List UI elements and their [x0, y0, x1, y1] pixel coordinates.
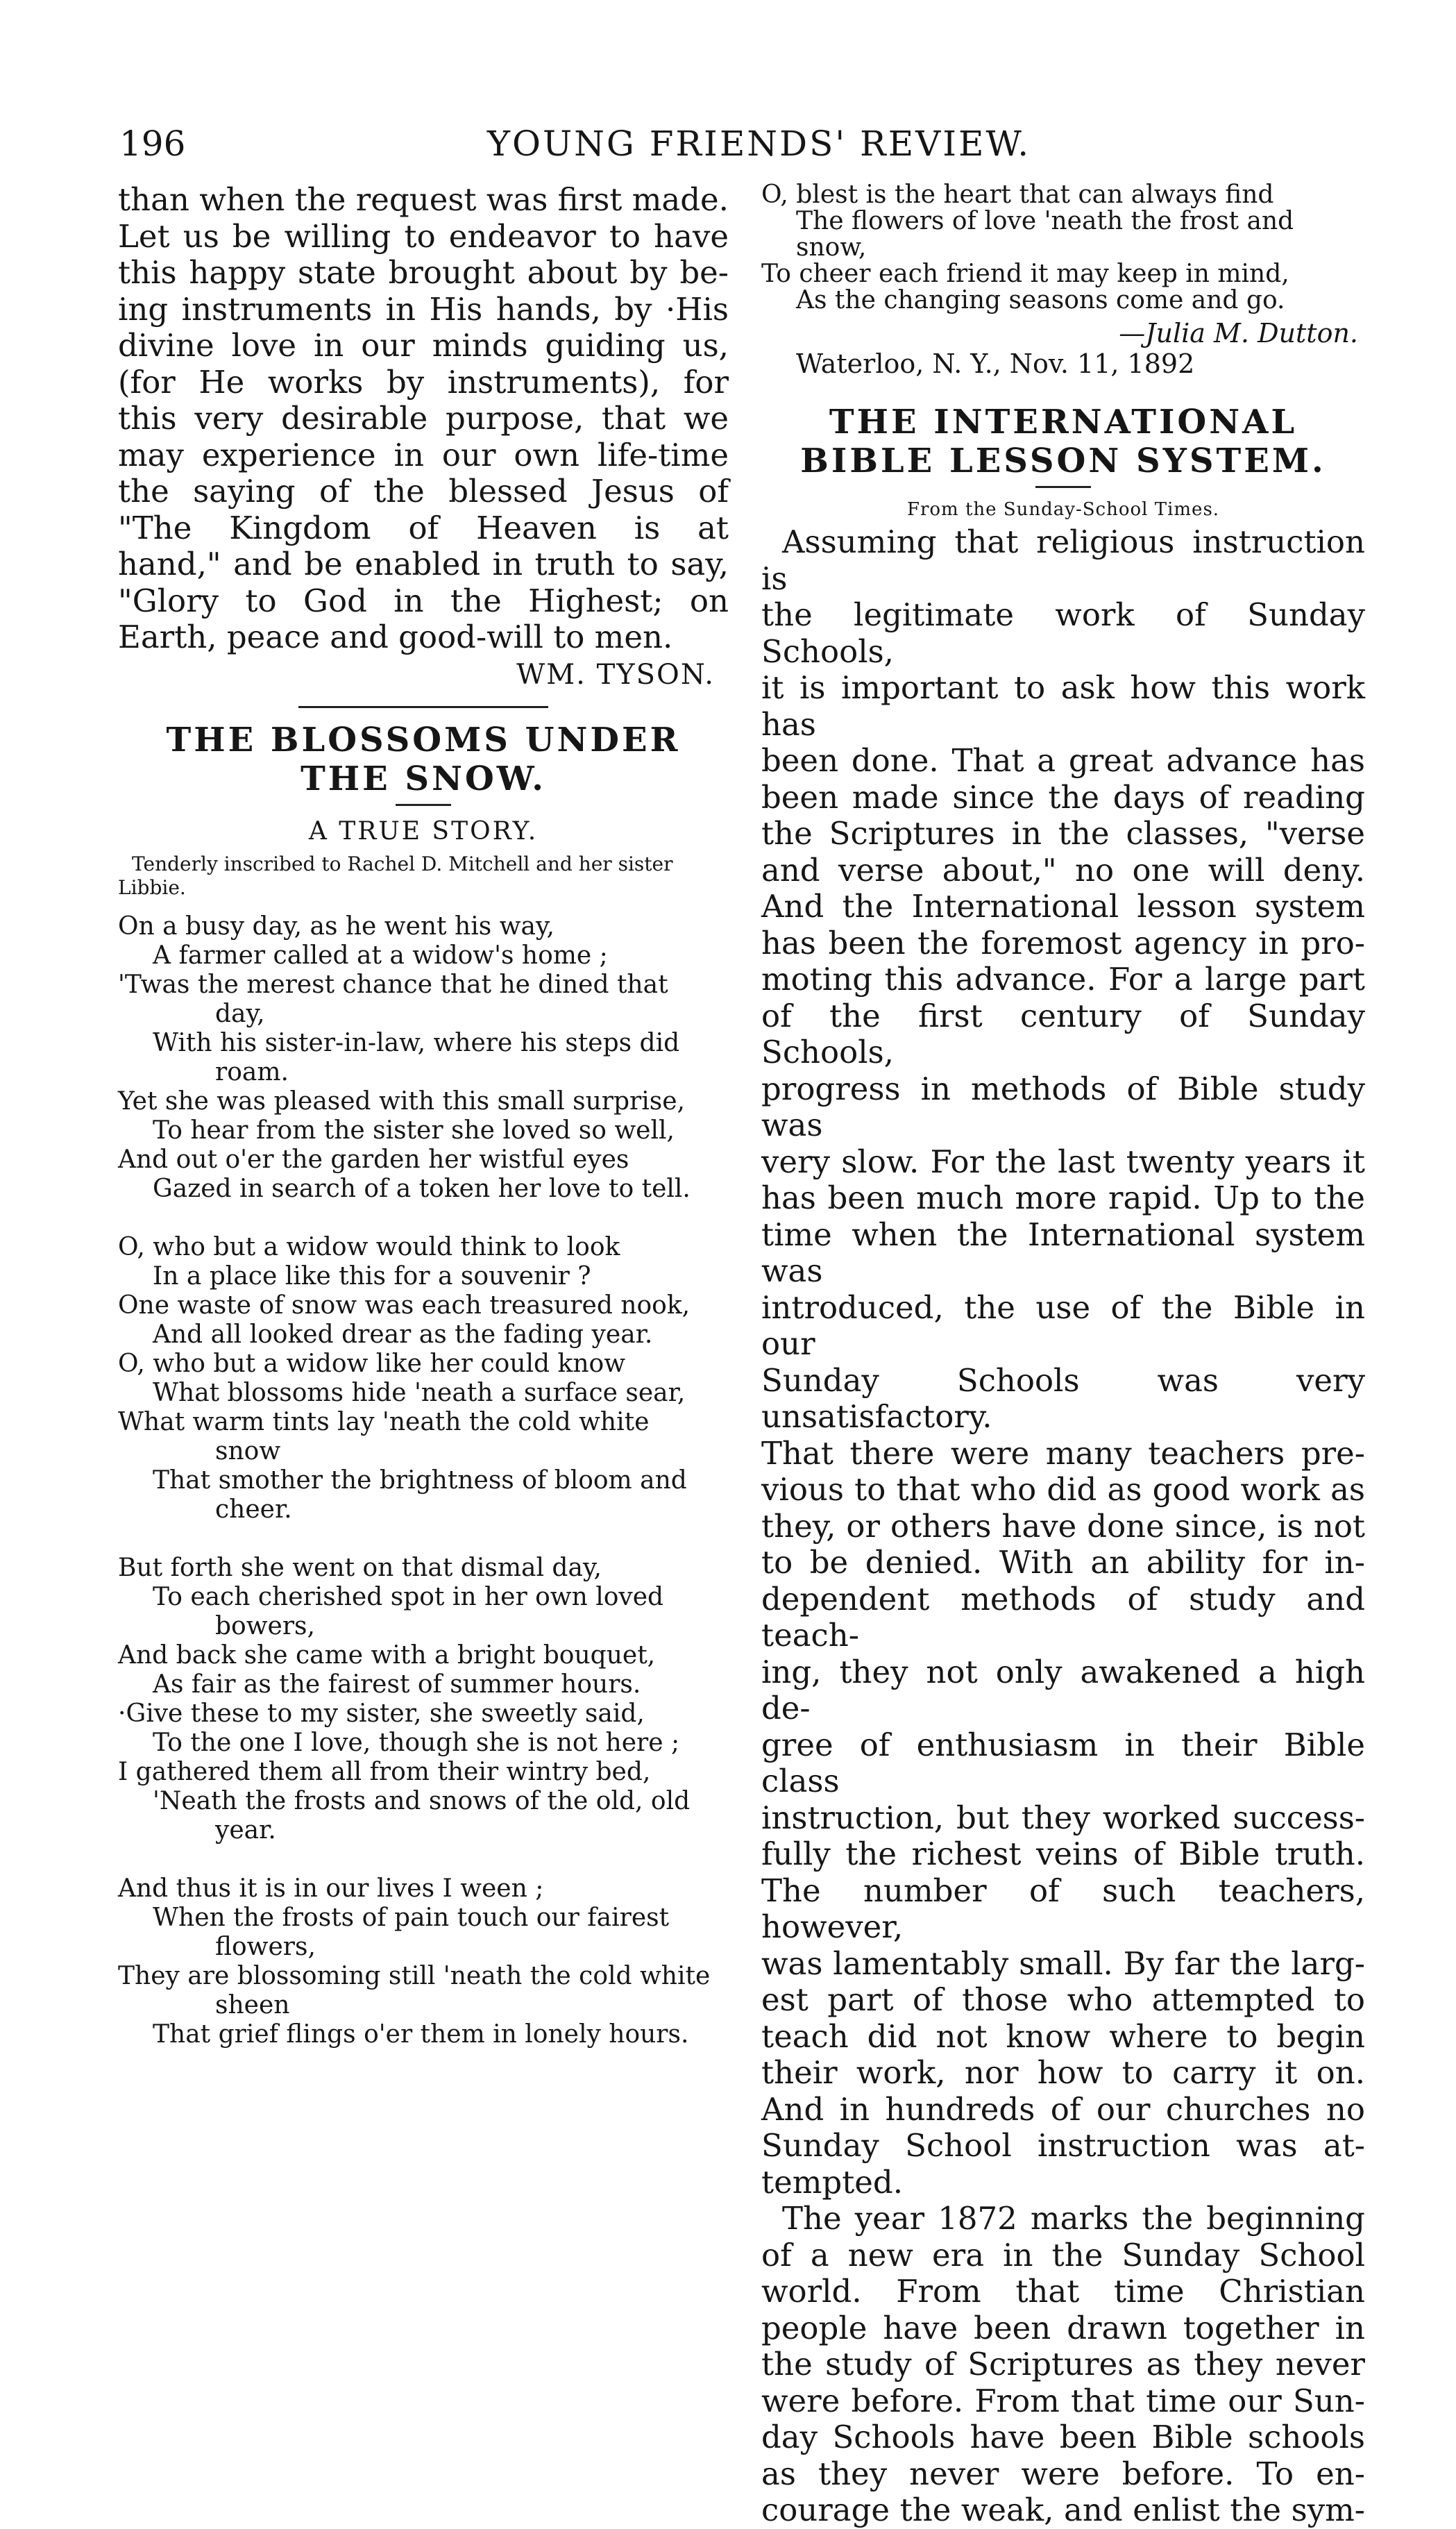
text-line: Assuming that religious instruction is [761, 523, 1365, 597]
poem-line: To cheer each friend it may keep in mind, [761, 260, 1289, 288]
text-line: may experience in our own life-time [118, 436, 729, 473]
poem-line: O, who but a widow would think to look [118, 1232, 620, 1261]
text-line: "The Kingdom of Heaven is at [118, 509, 729, 546]
right-column [761, 182, 1365, 2529]
text-line: as they never were before. To en- [761, 2455, 1365, 2492]
author-signature: WM. TYSON. [516, 658, 715, 691]
poem-line: In a place like this for a souvenir ? [153, 1261, 591, 1291]
text-line: That there were many teachers pre- [761, 1434, 1365, 1472]
text-line: and verse about," no one will deny. [761, 851, 1365, 889]
text-line: to be denied. With an ability for in- [761, 1544, 1365, 1581]
text-line: very slow. For the last twenty years it [761, 1143, 1365, 1180]
text-line: of the first century of Sunday Schools, [761, 997, 1365, 1070]
poem-line: And thus it is in our lives I ween ; [118, 1874, 544, 1903]
left-column [118, 182, 729, 2049]
poem-line: flowers, [215, 1932, 316, 1961]
text-line: est part of those who attempted to [761, 1981, 1365, 2018]
poem-final-stanza [761, 182, 1365, 314]
text-line: moting this advance. For a large part [761, 961, 1365, 998]
poem-body [118, 912, 729, 2049]
text-line: it is important to ask how this work has [761, 669, 1365, 743]
poem-line: The flowers of love 'neath the frost and snow, [796, 207, 1294, 262]
text-line: this very desirable purpose, that we [118, 400, 729, 437]
text-line: has been the foremost agency in pro- [761, 924, 1365, 961]
poem-line: And all looked drear as the fading year. [153, 1320, 653, 1349]
poem-line: snow [215, 1436, 281, 1465]
page-header [119, 124, 1375, 179]
poem-line: What warm tints lay 'neath the cold white [118, 1407, 650, 1436]
poem-stanza [118, 912, 729, 1204]
text-line: courage the weak, and enlist the sym- [761, 2492, 1365, 2528]
text-line: vious to that who did as good work as [761, 1471, 1365, 1508]
text-line: the study of Scriptures as they never [761, 2346, 1365, 2383]
poem-line: day, [215, 999, 265, 1028]
continued-article-text [118, 182, 729, 656]
text-line: the Scriptures in the classes, "verse [761, 815, 1365, 852]
text-line: people have been drawn together in [761, 2309, 1365, 2346]
poem-line: On a busy day, as he went his way, [118, 911, 555, 941]
text-line: And in hundreds of our churches no [761, 2090, 1365, 2128]
running-title: YOUNG FRIENDS' REVIEW. [487, 124, 1031, 164]
text-line: Earth, peace and good-will to men. [118, 619, 673, 655]
text-line: of a new era in the Sunday School [761, 2236, 1365, 2274]
poem-title: THE BLOSSOMS UNDER THE SNOW. [166, 720, 681, 798]
text-line: been made since the days of reading [761, 778, 1365, 816]
text-line: the legitimate work of Sunday Schools, [761, 596, 1365, 670]
article-title: THE INTERNATIONAL BIBLE LESSON SYSTEM. [800, 403, 1326, 480]
poem-line: Yet she was pleased with this small surprise, [118, 1086, 685, 1116]
poem-line: And back she came with a bright bouquet, [118, 1640, 656, 1670]
poem-line: ·Give these to my sister, she sweetly said, [118, 1699, 645, 1728]
text-line: divine love in our minds guiding us, [118, 327, 729, 364]
poem-line: When the frosts of pain touch our fairest [153, 1903, 670, 1932]
poem-line: But forth she went on that dismal day, [118, 1553, 602, 1582]
poem-line: 'Neath the frosts and snows of the old, old [153, 1786, 691, 1815]
text-line: was lamentably small. By far the larg- [761, 1944, 1365, 1982]
text-line: were before. From that time our Sun- [761, 2382, 1365, 2419]
poem-attribution: —Julia M. Dutton. [1119, 318, 1358, 348]
text-line: dependent methods of study and teach- [761, 1580, 1365, 1654]
text-line: The year 1872 marks the beginning [782, 2200, 1365, 2237]
article-paragraph [761, 2201, 1365, 2529]
text-line: gree of enthusiasm in their Bible class [761, 1726, 1365, 1799]
poem-line: That smother the brightness of bloom and [153, 1465, 687, 1495]
text-line: Sunday Schools was very unsatisfactory. [761, 1361, 1365, 1435]
poem-subtitle: A TRUE STORY. [308, 816, 539, 846]
title-rule [1035, 486, 1091, 488]
text-line: this happy state brought about by be- [118, 254, 729, 291]
poem-stanza [118, 1874, 729, 2049]
article-source: From the Sunday-School Times. [906, 499, 1220, 520]
poem-line: O, who but a widow like her could know [118, 1349, 626, 1378]
poem-line: year. [215, 1815, 276, 1845]
text-line: tempted. [761, 2163, 904, 2201]
poem-line: That grief flings o'er them in lonely hours. [153, 2019, 689, 2049]
text-line: Sunday School instruction was at- [761, 2127, 1365, 2164]
text-line: And the International lesson system [761, 888, 1365, 925]
text-line: they, or others have done since, is not [761, 1507, 1365, 1545]
text-line: fully the richest veins of Bible truth. [761, 1835, 1365, 1872]
poem-line: 'Twas the merest chance that he dined that [118, 970, 668, 999]
poem-stanza [118, 1554, 729, 1845]
poem-line: cheer. [215, 1495, 292, 1524]
text-line: progress in methods of Bible study was [761, 1070, 1365, 1143]
text-line: than when the request was first made. [118, 181, 729, 218]
poem-line: One waste of snow was each treasured nook, [118, 1291, 691, 1320]
poem-line: To each cherished spot in her own loved [153, 1582, 664, 1611]
poem-line: To the one I love, though she is not here ; [153, 1728, 680, 1757]
poem-line: A farmer called at a widow's home ; [153, 941, 608, 970]
poem-line: bowers, [215, 1611, 315, 1640]
text-line: world. From that time Christian [761, 2273, 1365, 2310]
poem-stanza [118, 1233, 729, 1524]
text-line: the saying of the blessed Jesus of [118, 473, 729, 510]
poem-line: Gazed in search of a token her love to tell. [153, 1174, 691, 1203]
text-line: ing, they not only awakened a high de- [761, 1653, 1365, 1726]
poem-line: roam. [215, 1057, 289, 1086]
text-line: ing instruments in His hands, by ·His [118, 290, 729, 328]
poem-line: I gathered them all from their wintry bed, [118, 1757, 651, 1786]
text-line: their work, nor how to carry it on. [761, 2054, 1365, 2091]
text-line: instruction, but they worked success- [761, 1799, 1365, 1836]
poem-line: They are blossoming still 'neath the cold white [118, 1961, 711, 1990]
poem-line: What blossoms hide 'neath a surface sear, [153, 1378, 686, 1407]
poem-line: O, blest is the heart that can always find [761, 180, 1274, 209]
text-line: teach did not know where to begin [761, 2017, 1365, 2055]
section-divider [298, 706, 548, 708]
title-rule [396, 804, 451, 806]
poem-line: As the changing seasons come and go. [796, 286, 1285, 314]
text-line: The number of such teachers, however, [761, 1872, 1365, 1945]
place-date: Waterloo, N. Y., Nov. 11, 1892 [796, 348, 1195, 379]
text-line: "Glory to God in the Highest; on [118, 582, 729, 619]
text-line: hand," and be enabled in truth to say, [118, 546, 729, 582]
article-body [761, 524, 1365, 2529]
poem-line: To hear from the sister she loved so well, [153, 1116, 675, 1145]
text-line: Let us be willing to endeavor to have [118, 217, 729, 255]
poem-dedication: Tenderly inscribed to Rachel D. Mitchell and her sister Libbie. [118, 852, 673, 899]
text-line: day Schools have been Bible schools [761, 2419, 1365, 2455]
poem-line: And out o'er the garden her wistful eyes [118, 1145, 629, 1174]
poem-line: As fair as the fairest of summer hours. [153, 1670, 641, 1699]
text-line: introduced, the use of the Bible in our [761, 1288, 1365, 1362]
article-paragraph [761, 524, 1365, 2201]
poem-line: With his sister-in-law, where his steps did [153, 1028, 680, 1057]
text-line: (for He works by instruments), for [118, 363, 729, 401]
page-number: 196 [119, 124, 186, 164]
poem-line: sheen [215, 1990, 290, 2019]
text-line: has been much more rapid. Up to the [761, 1179, 1365, 1216]
text-line: been done. That a great advance has [761, 742, 1365, 779]
text-line: time when the International system was [761, 1216, 1365, 1289]
